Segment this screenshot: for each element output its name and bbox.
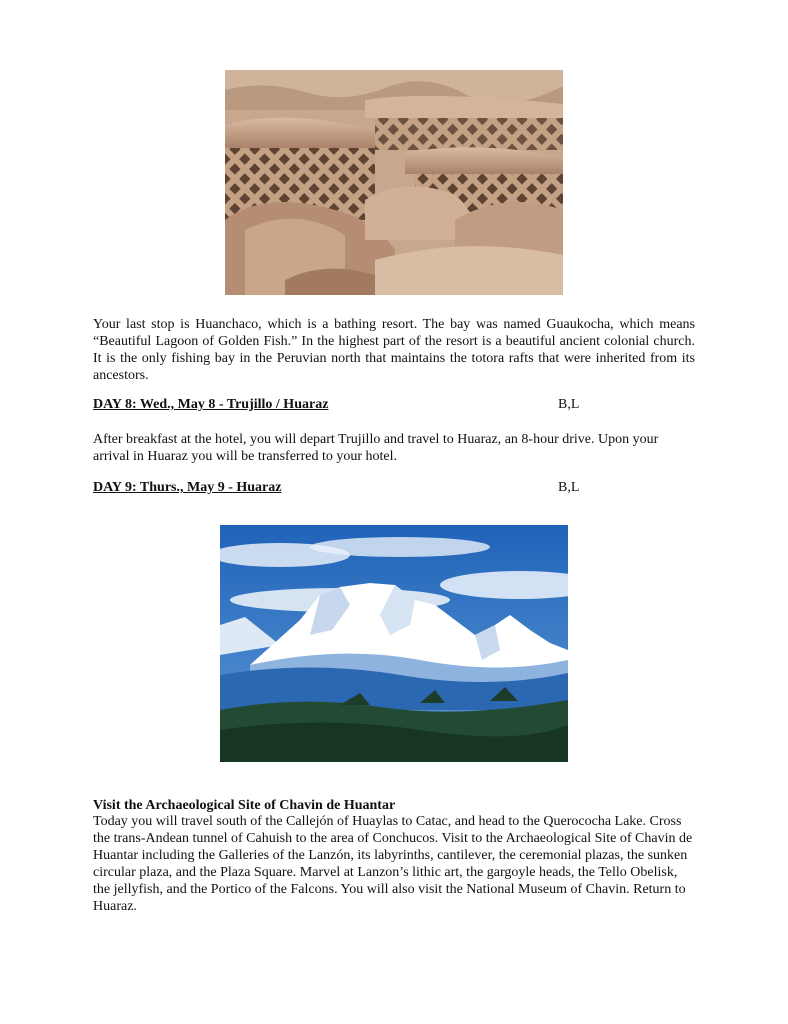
- ruins-illustration: [225, 70, 563, 295]
- day9-heading: DAY 9: Thurs., May 9 - Huaraz: [93, 480, 282, 495]
- chavin-visit-heading: Visit the Archaeological Site of Chavin de Huantar: [93, 798, 396, 813]
- day9-meals: B,L: [558, 480, 580, 495]
- mountains-illustration: [220, 525, 568, 762]
- day8-heading: DAY 8: Wed., May 8 - Trujillo / Huaraz: [93, 397, 329, 412]
- huanchaco-paragraph: Your last stop is Huanchaco, which is a bathing resort. The bay was named Guaukocha, which means “Beautiful Lagoon of Golden Fish.” In the highest part of the resort is a beautiful ancient colonial church. It is the only fishing bay in the Peruvian north that maintains the totora rafts that were inherited from its ancestors.: [93, 317, 695, 383]
- day8-paragraph: After breakfast at the hotel, you will depart Trujillo and travel to Huaraz, an 8-hour drive. Upon your arrival in Huaraz you will be transferred to your hotel.: [93, 432, 659, 464]
- mountains-photo: [220, 525, 568, 762]
- ruins-photo: [225, 70, 563, 295]
- day8-meals: B,L: [558, 397, 580, 412]
- chavin-visit-paragraph: Today you will travel south of the Callejón of Huaylas to Catac, and head to the Querococha Lake. Cross the trans-Andean tunnel of Cahuish to the area of Conchucos. Visit to the Archaeological Site of Chavin de Huantar including the Galleries of the Lanzón, its labyrinths, cantilever, the ceremonial plazas, the sunken circular plaza, and the Plaza Square. Marvel at Lanzon’s lithic art, the gargoyle heads, the Tello Obelisk, the jellyfish, and the Portico of the Falcons. You will also visit the National Museum of Chavin. Return to Huaraz.: [93, 814, 693, 914]
